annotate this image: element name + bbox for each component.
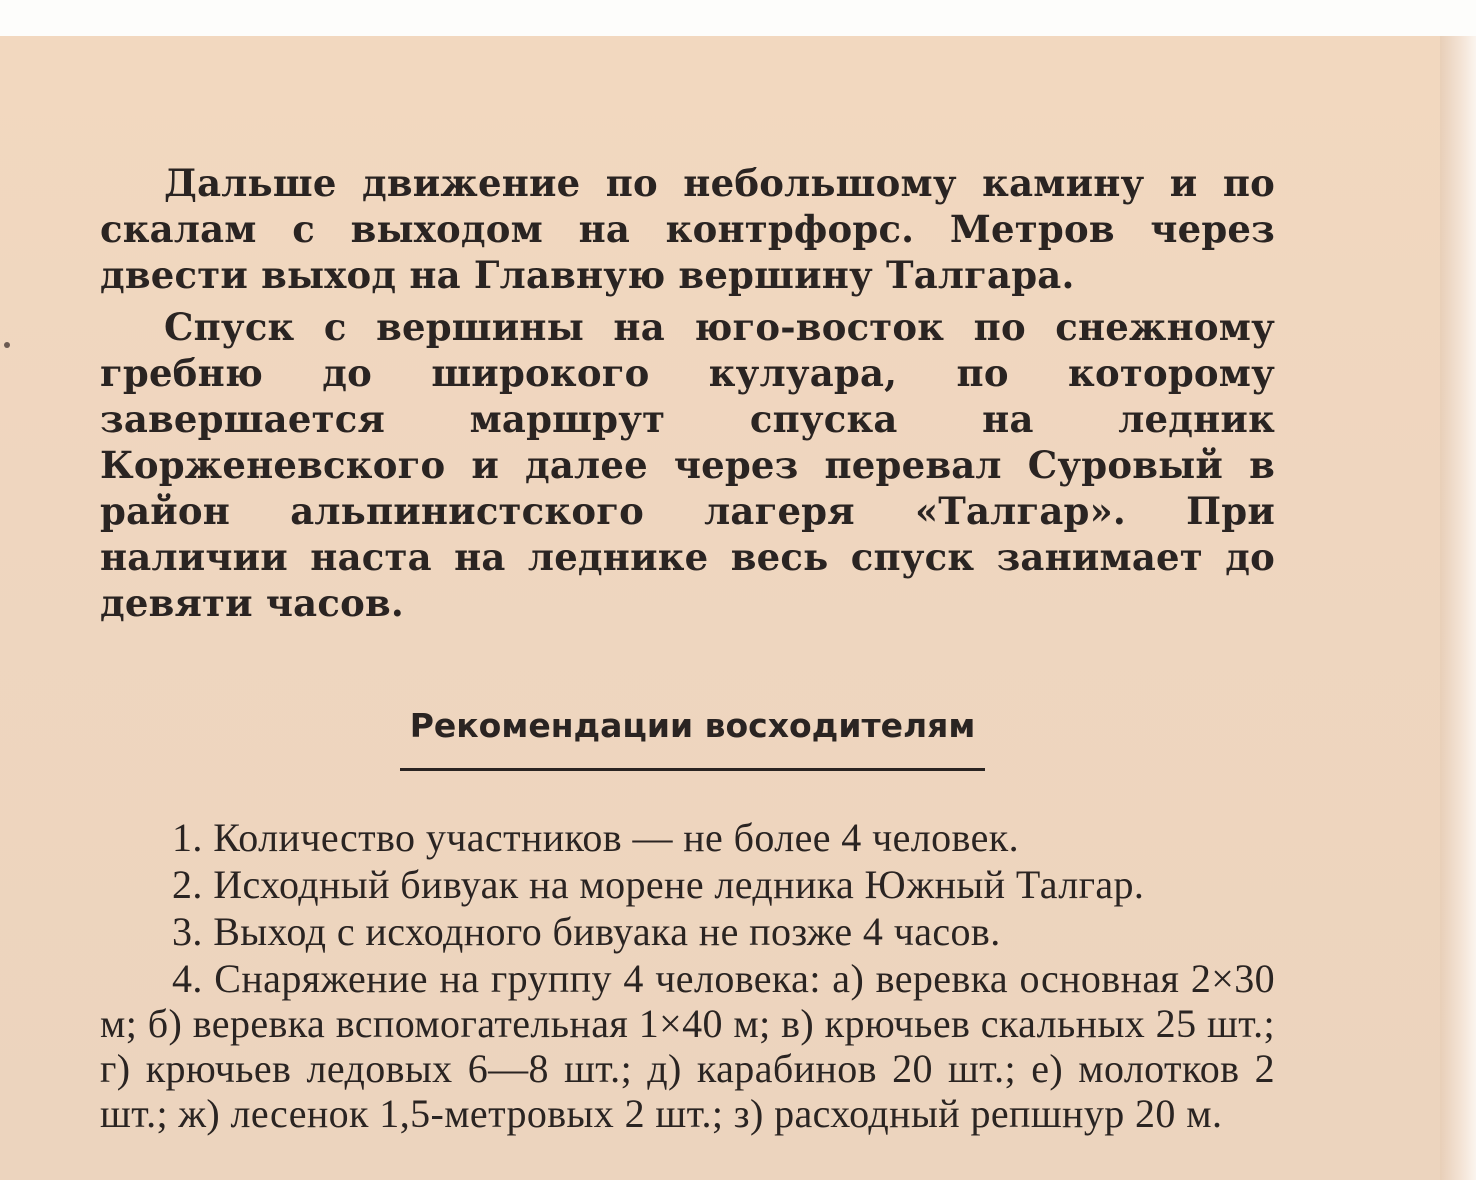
list-item: 4. Снаряжение на группу 4 человека: а) веревка основная 2×30 м; б) веревка вспомогательная 1×40 м; в) крючьев скальных 25 шт.; г) крючьев ледовых 6—8 шт.; д) карабинов 20 шт.; е) молотков 2 шт.; ж) лесенок 1,5-метровых 2 шт.; з) расходный репшнур 20 м. bbox=[100, 956, 1275, 1136]
title-underline bbox=[400, 768, 985, 771]
margin-mark bbox=[4, 342, 10, 348]
section-title: Рекомендации восходителям bbox=[409, 706, 976, 745]
paragraph-descent: Спуск с вершины на юго-восток по снежному гребню до широкого кулуара, по которому завершается маршрут спуска на ледник Корженевского и далее через перевал Суровый в район альпинистского лагеря «Талгар». При наличии наста на леднике весь спуск занимает до девяти часов. bbox=[100, 305, 1275, 625]
page-text bbox=[100, 160, 1275, 1136]
page-edge bbox=[1440, 36, 1476, 1180]
list-item: 2. Исходный бивуак на морене ледника Южный Талгар. bbox=[172, 862, 1145, 907]
list-item: 3. Выход с исходного бивуака не позже 4 часов. bbox=[172, 909, 1001, 954]
recommendations-list bbox=[100, 815, 1275, 1136]
list-item: 1. Количество участников — не более 4 человек. bbox=[172, 815, 1019, 860]
paragraph-ascent: Дальше движение по небольшому камину и по скалам с выходом на контрфорс. Метров через двести выход на Главную вершину Талгара. bbox=[100, 161, 1275, 297]
